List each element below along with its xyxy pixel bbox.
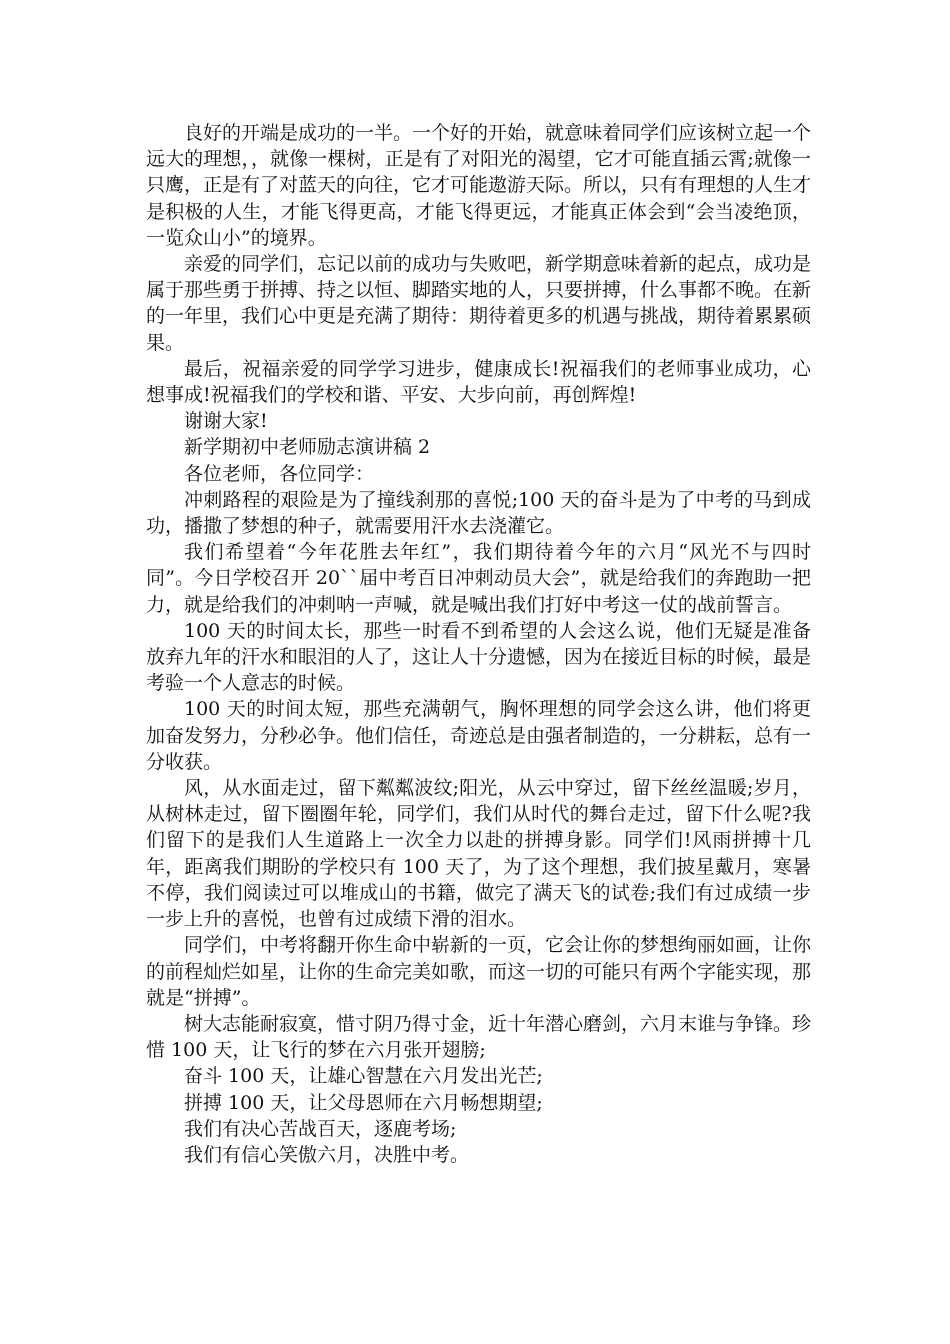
document-body (146, 120, 811, 1168)
paragraph-dear-students: 亲爱的同学们，忘记以前的成功与失败吧，新学期意味着新的起点，成功是属于那些勇于拼搏、持之以恒、脚踏实地的人，只要拼搏，什么事都不晚。在新的一年里，我们心中更是充满了期待：期待着更多的机遇与挑战，期待着累累硕果。 (146, 253, 812, 354)
paragraph-100-days-short: 100 天的时间太短，那些充满朝气，胸怀理想的同学会这么讲，他们将更加奋发努力，分秒必争。他们信任，奇迹总是由强者制造的，一分耕耘，总有一分收获。 (146, 698, 812, 773)
paragraph-ambition: 树大志能耐寂寞，惜寸阴乃得寸金，近十年潜心磨剑，六月末谁与争锋。珍惜 100 天，让飞行的梦在六月张开翅膀; (146, 1012, 812, 1062)
paragraph-confidence: 我们有信心笑傲六月，决胜中考。 (184, 1143, 470, 1166)
paragraph-100-days-long: 100 天的时间太长，那些一时看不到希望的人会这么说，他们无疑是准备放弃九年的汗水和眼泪的人了，这让人十分遗憾，因为在接近目标的时候，最是考验一个人意志的时候。 (146, 619, 812, 695)
paragraph-determination: 我们有决心苦战百天，逐鹿考场; (184, 1117, 457, 1140)
paragraph-blessing: 最后，祝福亲爱的同学学习进步，健康成长!祝福我们的老师事业成功，心想事成!祝福我们的学校和谐、平安、大步向前，再创辉煌! (146, 357, 811, 407)
paragraph-greeting: 各位老师，各位同学： (184, 462, 375, 485)
paragraph-hope: 我们希望着“今年花胜去年红”，我们期待着今年的六月“风光不与四时同”。今日学校召开 20``届中考百日冲刺动员大会”，就是给我们的奔跑助一把力，就是给我们的冲刺呐一声喊，就是喊出我们打好中考这一仗的战前誓言。 (146, 541, 811, 616)
paragraph-sprint: 冲刺路程的艰险是为了撞线刹那的喜悦;100 天的奋斗是为了中考的马到成功，播撒了梦想的种子，就需要用汗水去浇灌它。 (146, 488, 811, 538)
paragraph-wind: 风，从水面走过，留下粼粼波纹;阳光，从云中穿过，留下丝丝温暖;岁月，从树林走过，留下圈圈年轮，同学们，我们从时代的舞台走过，留下什么呢?我们留下的是我们人生道路上一次全力以赴的拼搏身影。同学们!风雨拼搏十几年，距离我们期盼的学校只有 100 天了，为了这个理想，我们披星戴月，寒暑不停，我们阅读过可以堆成山的书籍，做完了满天飞的试卷;我们有过成绩一步一步上升的喜悦，也曾有过成绩下滑的泪水。 (146, 777, 811, 931)
paragraph-new-page: 同学们，中考将翻开你生命中崭新的一页，它会让你的梦想绚丽如画，让你的前程灿烂如星，让你的生命完美如歌，而这一切的可能只有两个字能实现，那就是“拼搏”。 (146, 934, 812, 1009)
paragraph-thanks: 谢谢大家! (184, 410, 268, 433)
paragraph-good-start: 良好的开端是成功的一半。一个好的开始，就意味着同学们应该树立起一个远大的理想，，就像一棵树，正是有了对阳光的渴望，它才可能直插云霄;就像一只鹰，正是有了对蓝天的向往，它才可能遨游天际。所以，只有有理想的人生才是积极的人生，才能飞得更高，才能飞得更远，才能真正体会到“会当凌绝顶，一览众山小”的境界。 (146, 122, 812, 249)
paragraph-strive: 奋斗 100 天，让雄心智慧在六月发出光芒; (184, 1065, 543, 1088)
paragraph-fight: 拼搏 100 天，让父母恩师在六月畅想期望; (184, 1091, 543, 1114)
speech-title-2: 新学期初中老师励志演讲稿 2 (184, 436, 431, 459)
